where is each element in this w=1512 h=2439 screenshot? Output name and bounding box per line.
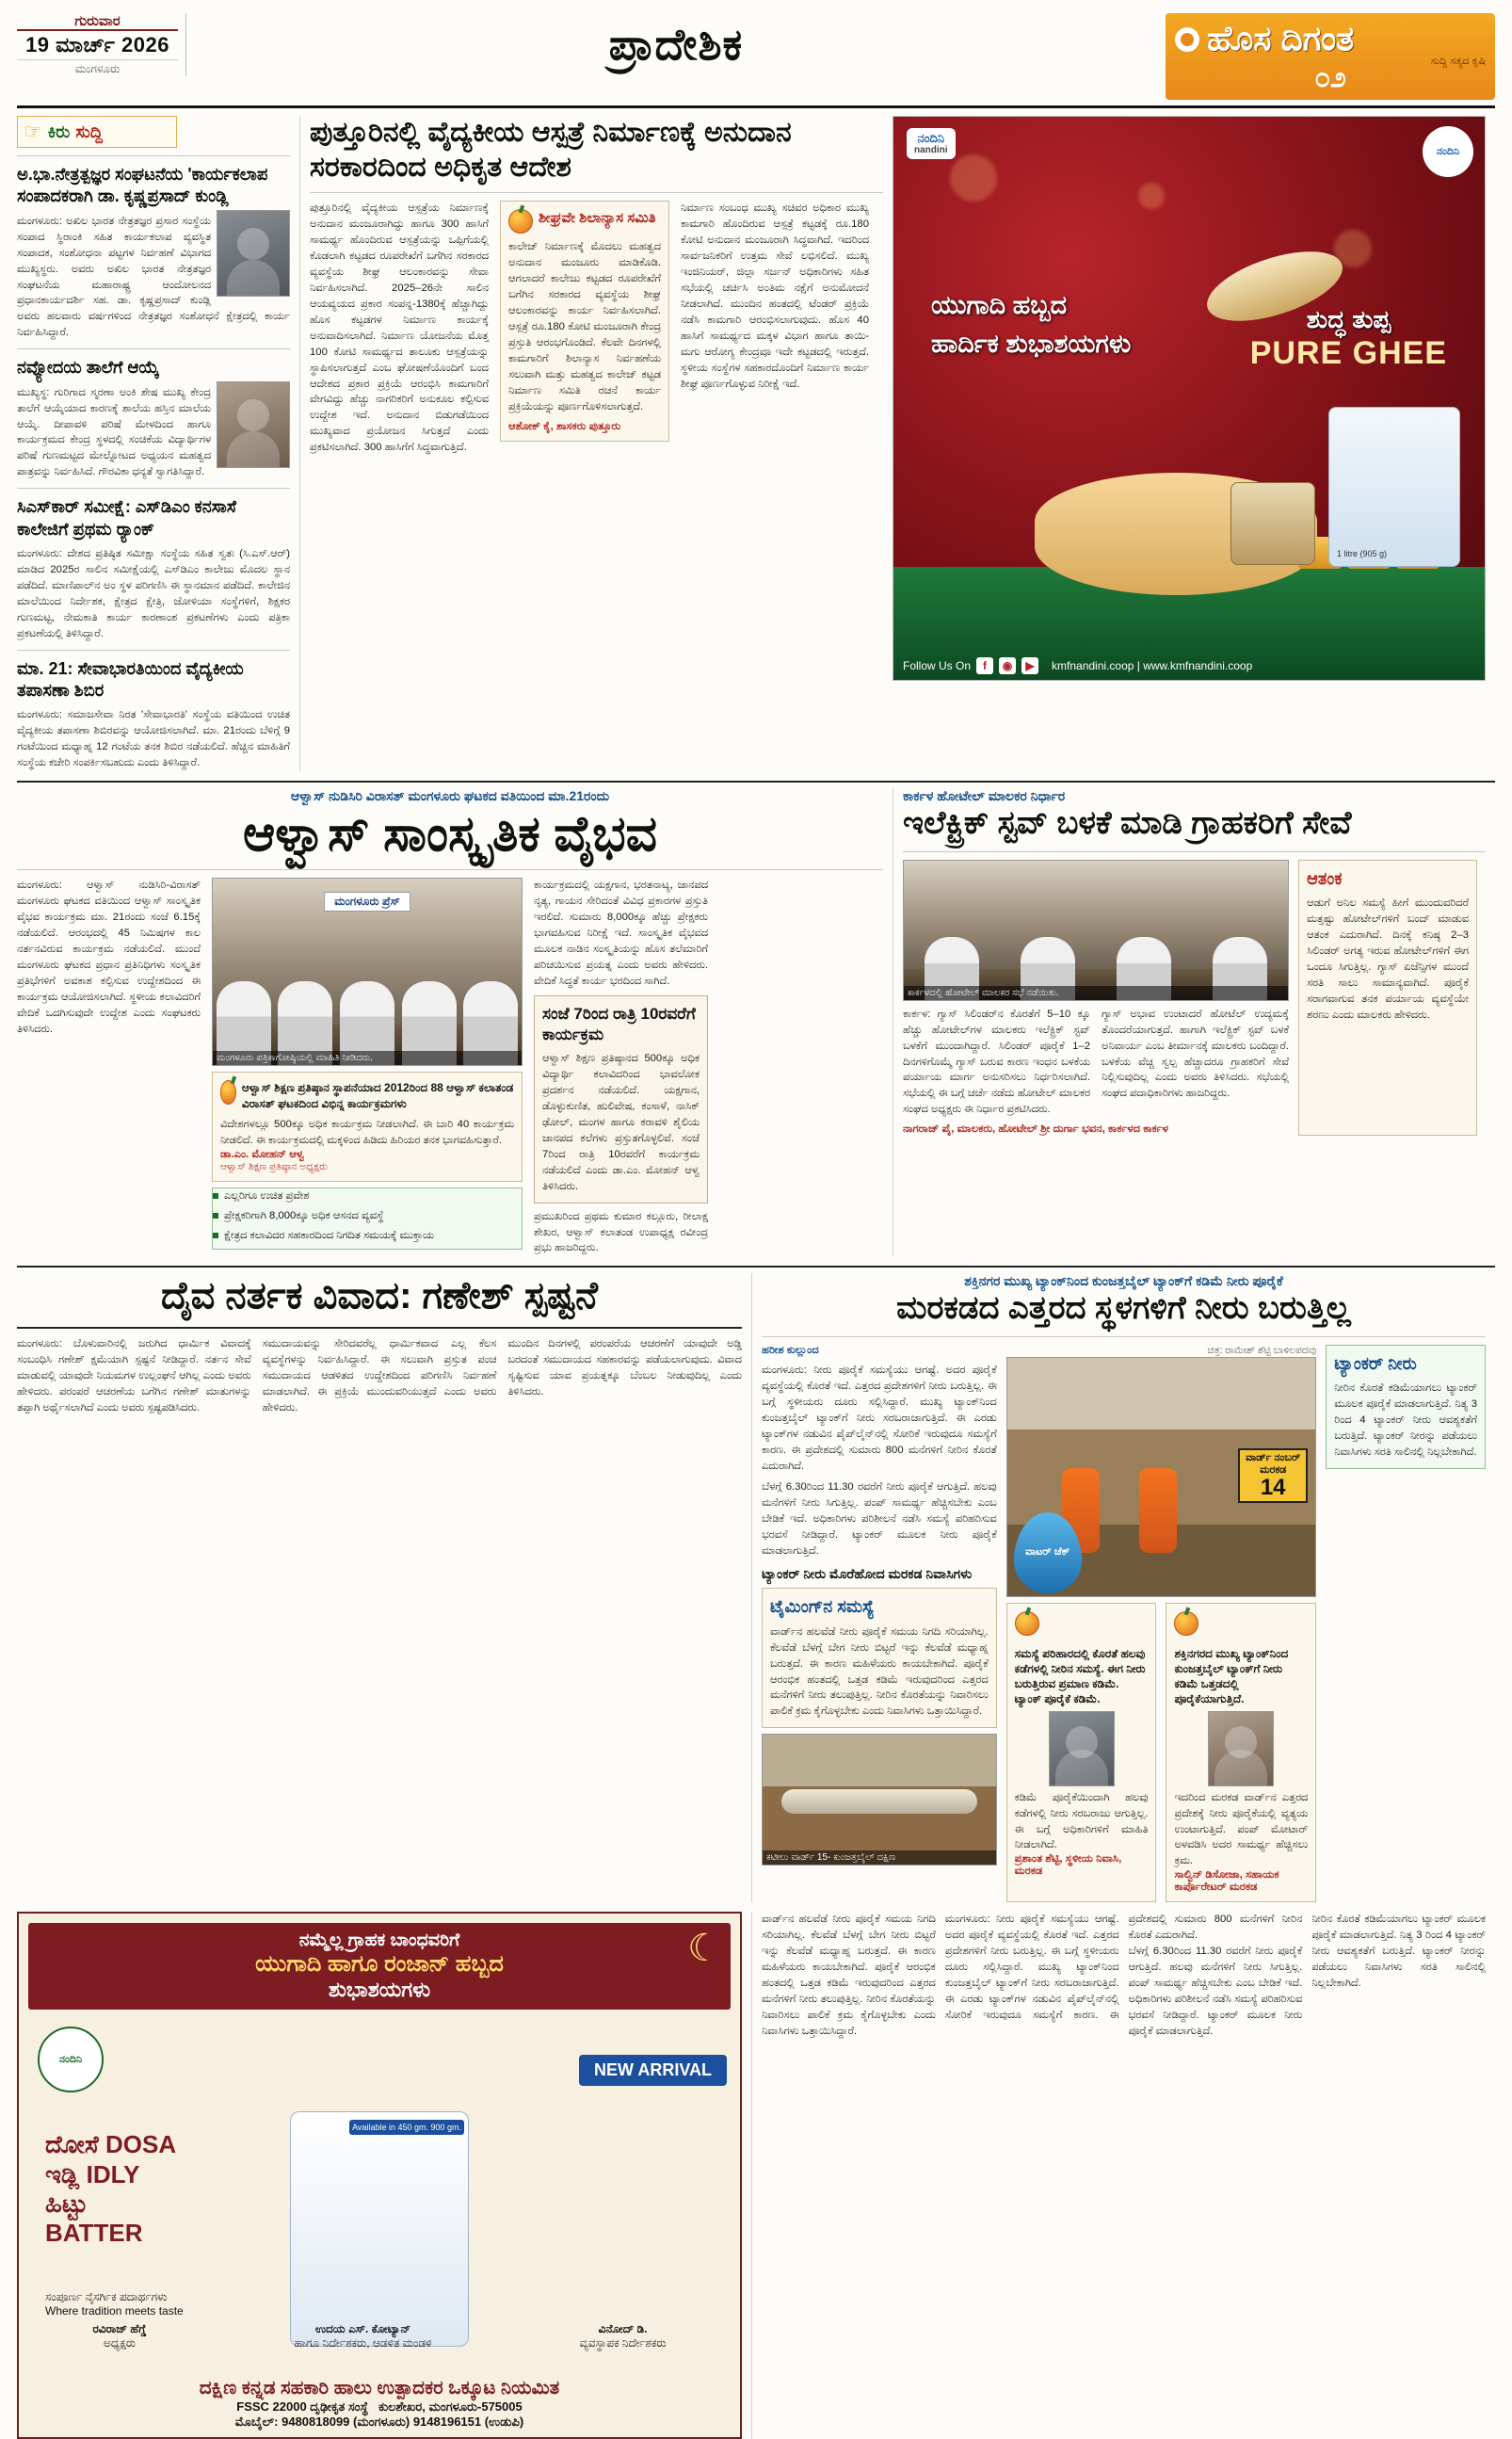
second-row bbox=[17, 781, 1495, 1256]
new-arrival-badge: NEW ARRIVAL bbox=[579, 2055, 727, 2086]
aalwas-quote-role: ಆಳ್ವಾಸ್ ಶಿಕ್ಷಣ ಪ್ರತಿಷ್ಠಾನ ಅಧ್ಯಕ್ಷರು bbox=[220, 1160, 329, 1172]
lead-sub-box bbox=[500, 201, 669, 456]
ward-number-badge bbox=[1238, 1448, 1308, 1503]
facebook-icon[interactable]: f bbox=[976, 657, 993, 674]
ad-product-names bbox=[45, 2130, 186, 2248]
nandini-brand-kn: ನಂದಿನಿ bbox=[58, 2053, 83, 2065]
water-headline: ಮರಕಡದ ಎತ್ತರದ ಸ್ಥಳಗಳಿಗೆ ನೀರು ಬರುತ್ತಿಲ್ಲ bbox=[896, 1290, 1351, 1327]
kirusuddi-headline: ಅ.ಭಾ.ನೇತ್ರತ್ಪಜ್ಞರ ಸಂಘಟನೆಯ 'ಕಾರ್ಯಕಲಾಪ ಸಂಪಾದಕರಾಗಿ ಡಾ. ಕೃಷ್ಣಪ್ರಸಾದ್ ಕುಂಡ್ಲಿ bbox=[17, 165, 268, 206]
photo-caption: ಕಾರ್ಕಳದಲ್ಲಿ ಹೋಟೇಲ್ ಮಾಲಕರ ಸಭೆ ನಡೆಯಿತು. bbox=[904, 986, 1288, 1000]
crescent-moon-icon: ☾ bbox=[687, 1928, 721, 1970]
stove-body-1: ಕಾರ್ಕಳ: ಗ್ಯಾಸ್ ಸಿಲಿಂಡರ್‌ನ ಕೊರತೆಗೆ 5–10 ಕ್ಕೂ ಹೆಚ್ಚು ಹೋಟೇಲ್‌ಗಳ ಮಾಲಕರು ಇಲೆಕ್ಟ್ರಿಕ್ ಸ್ಟವ್ ಬಳಕೆಗೆ ಮುಂದಾಗಿದ್ದಾರೆ. ಸಿಲಿಂಡರ್ ಪೂರೈಕೆ 1–2 ದಿನಗಳಿಗೊಮ್ಮೆ ಗ್ಯಾಸ್ ಬರುವ ಕಾರಣ ಇಂಧನ ಬಳಕೆಯ ಪರ್ಯಾಯ ಮಾರ್ಗ ಅನುಸರಿಸಲು ನಿರ್ಧರಿಸಲಾಗಿದೆ. ಸಭೆಯಲ್ಲಿ ಈ ಬಗ್ಗೆ ಚರ್ಚೆ ನಡೆದು ಹೋಟೇಲ್ ಮಾಲಕರ ಸಂಘದ ಅಧ್ಯಕ್ಷರು ಈ ನಿರ್ಧಾರ ಪ್ರಕಟಿಸಿದರು. bbox=[903, 1008, 1090, 1116]
lead-body-1: ಪುತ್ತೂರಿನಲ್ಲಿ ವೈದ್ಯಕೀಯ ಆಸ್ಪತ್ರೆಯ ನಿರ್ಮಾಣಕ್ಕೆ ಅನುದಾನ ಮಂಜೂರಾಗಿದ್ದು ಹಾಗೂ 300 ಹಾಸಿಗೆ ಸಾಮರ್ಥ್ಯ ಹೊಂದಿರುವ ಆಸ್ಪತ್ರೆಯನ್ನು ಒಪ್ಪಿಗೆಯಲ್ಲಿ ಕೊಡಲಾಗಿ ಕಟ್ಟಡದ ರೂಪರೇಖೆಗೆ ಬಗೆಗಿನ ಸರಕಾರದ ವ್ಯವಸ್ಥೆಯ ಶೀಘ್ರ ಆಲಂಕಾರವನ್ನು ಸೇವಾ ನಿರ್ವಹಿಸಲಾಗಿದೆ. 2025–26ನೇ ಸಾಲಿನ ಆಯವ್ಯಯದ ಪ್ರಕಾರ ಸಂಪನ್ನ-1380ಕ್ಕೆ ಹೆಚ್ಚಾಗಿದ್ದು ಹೊಸ ಕಟ್ಟಡಗಳ ನಿರ್ಮಾಣ ಕಾರ್ಯಕ್ಕೆ ಅನುವಾದಿಸಲಾಗಿದೆ. ನಿರ್ಮಾಣ ಯೋಜನೆಯ ಮೊತ್ತ 100 ಕೋಟಿ ಸಾಮರ್ಥ್ಯದ ತಾಲೂಕು ಆಸ್ಪತ್ರೆಯನ್ನು ಸ್ಥಾಪಿಸಲಾಗುತ್ತದೆ ಎಂಬ ಘೋಷಣೆಯೊಂದಿಗೆ ಬಂದ ಆದೇಶದ ಪ್ರಕಾರ ಪ್ರಕ್ರಿಯೆ ಆರಂಭಿಸಿ ಕಾಮಗಾರಿಗೆ ವೇಗವಿದ್ದು ಹೆಚ್ಚು ನಾಗರಿಕರಿಗೆ ಅನುಕೂಲ ಕಲ್ಪಿಸುವ ಉದ್ದೇಶ ಇದೆ. ಅನುದಾನ ಬಿಡುಗಡೆಯಿಂದ ಮುಖ್ಯವಾದ ಪ್ರಯೋಜನ ಸಿಗುತ್ತದೆ ಎಂದು ಪ್ರಕಟಿಸಲಾಗಿದೆ. 300 ಹಾಸಿಗೆಗೆ ಸಿದ್ಧವಾಗುತ್ತಿದೆ. bbox=[310, 202, 489, 454]
pipeline-photo bbox=[762, 1734, 997, 1866]
ganesh-headline: ದೈವ ನರ್ತಕ ವಿವಾದ: ಗಣೇಶ್ ಸ್ಪಷ್ಟನೆ bbox=[160, 1275, 599, 1317]
masthead bbox=[17, 13, 1495, 108]
signatory-role: ಹಾಗೂ ನಿರ್ದೇಶಕರು, ಆಡಳಿತ ಮಂಡಳಿ bbox=[294, 2336, 432, 2350]
nandini-logo-secondary: ನಂದಿನಿ bbox=[1423, 126, 1473, 177]
ganesh-body bbox=[17, 1336, 742, 1416]
aalwas-body-1: ಮಂಗಳೂರು: ಆಳ್ವಾಸ್ ನುಡಿಸಿರಿ-ವಿರಾಸತ್ ಮಂಗಳೂರು ಘಟಕದ ವತಿಯಿಂದ ಆಳ್ವಾಸ್ ಸಾಂಸ್ಕೃತಿಕ ವೈಭವ ಕಾರ್ಯಕ್ರಮ ಮಾ. 21ರಂದು ಸಂಜೆ 6.15ಕ್ಕೆ ನಡೆಯಲಿದೆ. ಆರಂಭದಲ್ಲಿ 45 ನಿಮಿಷಗಳ ಕಾಲ ನರ್ತನವಿರುವ ಕಾರ್ಯಕ್ರಮ ನಡೆಯಲಿದೆ. ಮುಂದೆ ಮಂಗಳೂರು ಘಟಕದ ಪ್ರಧಾನ ಪ್ರತಿನಿಧಿಗಳು ಸಂಸ್ಕೃತಿಕ ಪ್ರತಿಭೆಗಳಿಗೆ ಅವಕಾಶ ಕಲ್ಪಿಸುವ ಉದ್ದೇಶದಿಂದ ಈ ಕಾರ್ಯಕ್ರಮ ಆಯೋಜಿಸಲಾಗಿದೆ. ಸ್ಥಳೀಯ ಕಲಾವಿದರಿಗೆ ವೇದಿಕೆ ಒದಗಿಸುವುದೇ ಉದ್ದೇಶ ಎಂದು ಸಂಘಟಕರು ತಿಳಿಸಿದರು. bbox=[17, 880, 201, 1035]
aalwas-quote-body: ವಿದೇಶಗಳಲ್ಲೂ 500ಕ್ಕೂ ಅಧಿಕ ಕಾರ್ಯಕ್ರಮ ನೀಡಲಾಗಿದೆ. ಈ ಬಾರಿ 40 ಕಾರ್ಯಕ್ರಮ ನೀಡಲಿದೆ. ಈ ಕಾರ್ಯಕ್ರಮದಲ್ಲಿ ಮಕ್ಕಳಿಂದ ಹಿಡಿದು ಹಿರಿಯರ ತನಕ ಭಾಗವಹಿಸುತ್ತಾರೆ. bbox=[220, 1118, 514, 1146]
stove-side-box bbox=[1298, 860, 1477, 1137]
nandini-cow-logo bbox=[38, 2027, 104, 2092]
lead-body-wrap bbox=[310, 201, 883, 456]
lead-headline: ಪುತ್ತೂರಿನಲ್ಲಿ ವೈದ್ಯಕೀಯ ಆಸ್ಪತ್ರೆ ನಿರ್ಮಾಣಕ್ಕೆ ಅನುದಾನ ಸರಕಾರದಿಂದ ಅಧಿಕೃತ ಆದೇಶ bbox=[310, 117, 792, 183]
water-quote-2 bbox=[1166, 1603, 1316, 1902]
pipe-shape bbox=[781, 1789, 977, 1814]
masthead-city: ಮಂಗಳೂರು bbox=[74, 62, 121, 75]
water-quote-2-name: ಸಾಲ್ವಿನ್ ಡಿಸೋಜಾ, ಸಹಾಯಕ ಕಾರ್ಪೊರೇಟರ್ ಮರಕಡ bbox=[1174, 1869, 1279, 1894]
signatory bbox=[580, 2322, 667, 2350]
product-name-kn-1: ದೋಸೆ bbox=[45, 2130, 99, 2159]
stove-body-columns bbox=[903, 1007, 1289, 1119]
advertisement-ghee[interactable] bbox=[893, 116, 1486, 771]
kirusuddi-item bbox=[17, 496, 290, 641]
aalwas-bullet-list bbox=[212, 1187, 523, 1250]
stove-body-2: ಗ್ಯಾಸ್ ಅಭಾವ ಉಂಟಾದರೆ ಹೋಟೆಲ್ ಉದ್ಯಮಕ್ಕೆ ತೊಂದರೆಯಾಗುತ್ತದೆ. ಹಾಗಾಗಿ ಇಲೆಕ್ಟ್ರಿಕ್ ಸ್ಟವ್ ಬಳಕೆ ಅನಿವಾರ್ಯ ಎಂಬ ತೀರ್ಮಾನಕ್ಕೆ ಮಾಲಕರು ಬಂದಿದ್ದಾರೆ. ಬಳಕೆಯ ವೆಚ್ಚ ಸ್ವಲ್ಪ ಹೆಚ್ಚಾದರೂ ಗ್ರಾಹಕರಿಗೆ ಸೇವೆ ನಿಲ್ಲಿಸುವುದಿಲ್ಲ ಎಂದು ಅವರು ತಿಳಿಸಿದರು. ಸಭೆಯಲ್ಲಿ ಸಂಘದ ಪದಾಧಿಕಾರಿಗಳು ಹಾಜರಿದ್ದರು. bbox=[1102, 1008, 1289, 1100]
pack-size-label: Available in 450 gm. 900 gm. bbox=[349, 2120, 464, 2135]
ad-greeting-line-3: ಶುಭಾಶಯಗಳು bbox=[328, 1978, 431, 2002]
stove-content bbox=[903, 860, 1486, 1137]
aalwas-quote-name: ಡಾ.ಎಂ. ಮೋಹನ್ ಆಳ್ವ bbox=[220, 1148, 305, 1160]
kirusuddi-body: ಮಂಗಳೂರು: ದೇಶದ ಪ್ರತಿಷ್ಠಿತ ಸಮೀಕ್ಷಾ ಸಂಸ್ಥೆಯ ಸಹಿತ ಸ್ವತಃ (ಸಿ.ಎಸ್.ಆರ್) ಮಾಡಿದ 2025ರ ಸಾಲಿನ ಸಮೀಕ್ಷೆಯಲ್ಲಿ ಎಸ್‌ಡಿಎಂ ಕಾಲೇಜು ಮೊದಲ ಸ್ಥಾನ ಪಡೆದಿದೆ. ಮಾಣಿಪಾಲ್‌ನ ಅಂ ಸ್ಥಳ ಪರಿಗಣಿಸಿ ಈ ಸ್ಥಾನಮಾನ ಪಡೆದಿದೆ. ಕಾಲೇಜಿನ ಮಾಲೆಯಿಂದ ನಿರ್ದೇಶಕ, ಕ್ಷೇತ್ರದ ಕ್ಷೇತ್ರಿ, ಜೋಳಿಯಾ ಸಂಸ್ಥೆಗಳಿಗೆ, ಶಿಕ್ಷಕರ ಗುಣಮಟ್ಟ, ನೇಮಕಾತಿ ಕಾರ್ಯ ಕಾರಣಾಂಶ ಪ್ರಕಟಣೆಗಳು ಎಂದು ಪತ್ರಿಕಾ ಪ್ರಕಟಣೆಯಲ್ಲಿ ತಿಳಿಸಿದ್ದಾರೆ. bbox=[17, 548, 290, 639]
ad-product-title-en: PURE GHEE bbox=[1249, 335, 1447, 371]
aalwas-side-box-body: ಆಳ್ವಾಸ್ ಶಿಕ್ಷಣ ಪ್ರತಿಷ್ಠಾನದ 500ಕ್ಕೂ ಅಧಿಕ ವಿದ್ಯಾರ್ಥಿ ಕಲಾವಿದರಿಂದ ಭಾವಲೋಕ ಪ್ರದರ್ಶನ ನಡೆಯಲಿದೆ. ಯಕ್ಷಗಾನ, ಡೊಳ್ಳುಕುಣಿತ, ಹುಲಿವೇಷ, ಕಂಸಾಳೆ, ನಾಸಿಕ್ ಢೋಲ್, ಮಂಗಳ ಹಾಗೂ ಕರಾವಳಿ ಶೈಲಿಯ ಜಾನಪದ ಕಲೆಗಳು ಪ್ರಸ್ತುತಗೊಳ್ಳಲಿವೆ. ಸಂಜೆ 7ರಿಂದ ರಾತ್ರಿ 10ರವರೆಗೆ ಕಾರ್ಯಕ್ರಮ ನಡೆಯಲಿದೆ ಎಂದು ಡಾ.ಎಂ. ಮೋಹನ್ ಆಳ್ವ ತಿಳಿಸಿದರು. bbox=[542, 1053, 700, 1192]
kirusuddi-item bbox=[17, 357, 290, 480]
water-quote-2-head: ಶಕ್ತಿನಗರದ ಮುಖ್ಯ ಟ್ಯಾಂಕ್‌ನಿಂದ ಕುಂಜತ್ತಬೈಲ್ ಟ್ಯಾಂಕ್‌ಗೆ ನೀರು ಕಡಿಮೆ ಒತ್ತಡದಲ್ಲಿ ಪೂರೈಕೆಯಾಗುತ್ತಿದೆ. bbox=[1174, 1646, 1289, 1706]
ad-greeting-line-1: ನಮ್ಮೆಲ್ಲ ಗ್ರಾಹಕ ಬಾಂಧವರಿಗೆ bbox=[298, 1930, 460, 1951]
water-story bbox=[751, 1273, 1486, 1902]
kirusuddi-item bbox=[17, 164, 290, 341]
masthead-date-block bbox=[17, 13, 186, 76]
list-item: ಪ್ರೇಕ್ಷಕರಿಗಾಗಿ 8,000ಕ್ಕೂ ಅಧಿಕ ಆಸನದ ವ್ಯವಸ್ಥೆ bbox=[213, 1208, 522, 1223]
ad-wish-line-1: ಯುಗಾದಿ ಹಬ್ಬದ bbox=[931, 291, 1068, 319]
ad-mobile[interactable]: ಮೊಬೈಲ್: 9480818099 (ಮಂಗಳೂರು) 9148196151 (ಉಡುಪಿ) bbox=[234, 2415, 524, 2430]
ad-greeting-block bbox=[28, 1923, 731, 2010]
portrait-photo bbox=[217, 210, 290, 297]
bokeh-decoration bbox=[1138, 183, 1165, 209]
product-name-kn-3: ಹಿಟ್ಟು bbox=[45, 2189, 88, 2218]
photo-people bbox=[213, 958, 522, 1066]
stove-quote-name: ನಾಗರಾಜ್ ಪೈ, ಮಾಲಕರು, ಹೋಟೇಲ್ ಶ್ರೀ ದುರ್ಗಾ ಭವನ, ಕಾರ್ಕಳದ ಕಾರ್ಕಳ bbox=[903, 1123, 1168, 1136]
mango-bullet-icon bbox=[220, 1080, 236, 1105]
ad-wish-text bbox=[931, 286, 1131, 363]
ganesh-body-2: ಸಮುದಾಯವನ್ನು ಸೇರಿದವರೆಲ್ಲ ಧಾರ್ಮಿಕವಾದ ಎಲ್ಲ ಕೆಲಸ ವ್ಯವಸ್ಥೆಗಳನ್ನು ನಿರ್ವಹಿಸಿದ್ದಾರೆ. ಈ ಸಲುವಾಗಿ ಪ್ರಸ್ತುತ ಪಂಚ ಸಮುದಾಯದ ಆಡಳಿತದ ಉದ್ದೇಶದಿಂದ ಪರಿಗಣಿಸಿ ನಿರ್ವಹಣೆ ಮಾಡಲಾಗಿದೆ. ಈ ಪ್ರಕ್ರಿಯೆ ಮುಂದುವರಿಯುತ್ತದೆ ಎಂದು ಅವರು ಹೇಳಿದರು. bbox=[262, 1338, 497, 1413]
photo-credit: ಚಿತ್ರ: ರಾಮೇಶ್ ಶೆಟ್ಟಿ ಬಾಳಿಲಪದವು bbox=[1207, 1344, 1317, 1356]
third-row bbox=[17, 1266, 1495, 1902]
signatory-role: ವ್ಯವಸ್ಥಾಪಕ ನಿರ್ದೇಶಕರು bbox=[579, 2336, 667, 2350]
bokeh-decoration bbox=[950, 154, 997, 202]
bottom-row bbox=[17, 1912, 1495, 2439]
kirusuddi-headline: ನವ್ಯೋದಯ ತಾಲೆಗೆ ಆಯ್ಕೆ bbox=[17, 358, 160, 378]
signatory-role: ಅಧ್ಯಕ್ಷರು bbox=[104, 2336, 136, 2350]
water-overflow-1: ವಾರ್ಡ್‌ನ ಹಲವೆಡೆ ನೀರು ಪೂರೈಕೆ ಸಮಯ ನಿಗದಿ ಸರಿಯಾಗಿಲ್ಲ. ಕೆಲವೆಡೆ ಬೆಳಗ್ಗೆ ಬೇಗ ನೀರು ಬಿಟ್ಟರೆ ಇನ್ನು ಕೆಲವೆಡೆ ಮಧ್ಯಾಹ್ನ ಬರುತ್ತದೆ. ಈ ಕಾರಣ ಮಹಿಳೆಯರು ಕಾಯಬೇಕಾಗಿದೆ. ಪೂರೈಕೆ ಆರಂಭಿಕ ಹಂತದಲ್ಲಿ ಒತ್ತಡ ಕಡಿಮೆ ಇರುವುದರಿಂದ ಎತ್ತರದ ಮನೆಗಳಿಗೆ ನೀರು ತಲುಪುತ್ತಿಲ್ಲ. ನೀರಿನ ಕೊರತೆಯನ್ನು ನಿವಾರಿಸಲು ಪಾಲಿಕೆ ಕ್ರಮ ಕೈಗೊಳ್ಳಬೇಕು ಎಂದು ನಿವಾಸಿಗಳು ಒತ್ತಾಯಿಸಿದ್ದಾರೆ. bbox=[762, 1914, 936, 2037]
product-name-kn-2: ಇಡ್ಲಿ bbox=[45, 2159, 80, 2189]
ward-badge-label: ವಾರ್ಡ್ ನಂಬರ್ bbox=[1246, 1451, 1301, 1463]
water-content bbox=[762, 1345, 1486, 1902]
ghee-pack-image bbox=[1328, 407, 1460, 567]
stove-side-box-head: ಆತಂಕ bbox=[1307, 868, 1343, 888]
aalwas-quote-head: ಆಳ್ವಾಸ್ ಶಿಕ್ಷಣ ಪ್ರತಿಷ್ಠಾನ ಸ್ಥಾಪನೆಯಾದ 2012ರಿಂದ 88 ಆಳ್ವಾಸ್ ಕಲಾತಂಡ ವಿರಾಸತ್ ಘಟಕದಿಂದ ವಿಭಿನ್ನ ಕಾರ್ಯಕ್ರಮಗಳು bbox=[241, 1081, 514, 1110]
kirusuddi-item bbox=[17, 658, 290, 772]
kirusuddi-badge-label-1: ಕಿರು bbox=[47, 121, 71, 141]
ad-product-title-kn: ಶುದ್ಧ ತುಪ್ಪ bbox=[1306, 305, 1391, 333]
photo-caption: ಮಂಗಳೂರು ಪತ್ರಿಕಾಗೋಷ್ಠಿಯಲ್ಲಿ ಮಾಹಿತಿ ನೀಡಿದರು. bbox=[213, 1051, 522, 1065]
aalwas-side-box-head: ಸಂಜೆ 7ರಿಂದ ರಾತ್ರಿ 10ರವರೆಗೆ ಕಾರ್ಯಕ್ರಮ bbox=[542, 1004, 696, 1044]
advertisement-batter[interactable] bbox=[17, 1912, 742, 2439]
masthead-day: ಗುರುವಾರ bbox=[74, 13, 121, 29]
ganesh-story bbox=[17, 1273, 742, 1902]
aalwas-center bbox=[212, 878, 523, 1256]
water-check-label: ವಾಟರ್ ಚೆಕ್ bbox=[1025, 1546, 1070, 1559]
water-timing-body: ವಾರ್ಡ್‌ನ ಹಲವೆಡೆ ನೀರು ಪೂರೈಕೆ ಸಮಯ ನಿಗದಿ ಸರಿಯಾಗಿಲ್ಲ. ಕೆಲವೆಡೆ ಬೆಳಗ್ಗೆ ಬೇಗ ನೀರು ಬಿಟ್ಟರೆ ಇನ್ನು ಕೆಲವೆಡೆ ಮಧ್ಯಾಹ್ನ ಬರುತ್ತದೆ. ಈ ಕಾರಣ ಮಹಿಳೆಯರು ಕಾಯಬೇಕಾಗಿದೆ. ಪೂರೈಕೆ ಆರಂಭಿಕ ಹಂತದಲ್ಲಿ ಒತ್ತಡ ಕಡಿಮೆ ಇರುವುದರಿಂದ ಎತ್ತರದ ಮನೆಗಳಿಗೆ ನೀರು ತಲುಪುತ್ತಿಲ್ಲ. ನೀರಿನ ಕೊರತೆಯನ್ನು ನಿವಾರಿಸಲು ಪಾಲಿಕೆ ಕ್ರಮ ಕೈಗೊಳ್ಳಬೇಕು ಎಂದು ನಿವಾಸಿಗಳು ಒತ್ತಾಯಿಸಿದ್ದಾರೆ. bbox=[770, 1625, 989, 1718]
list-item: ಸಂಪೂರ್ಣ ನೈಸರ್ಗಿಕ ಪದಾರ್ಥಗಳು bbox=[45, 2290, 168, 2304]
pointing-hand-icon: ☞ bbox=[24, 120, 42, 143]
water-quote-1-name: ಪ್ರಶಾಂತ ಶೆಟ್ಟಿ, ಸ್ಥಳೀಯ ನಿವಾಸಿ, ಮರಕಡ bbox=[1014, 1853, 1122, 1878]
water-subhead: ಟ್ಯಾಂಕರ್ ನೀರು ಮೊರೆಹೋದ ಮರಕಡ ನಿವಾಸಿಗಳು bbox=[762, 1566, 973, 1582]
product-name-en-3: BATTER bbox=[45, 2218, 143, 2247]
ad-website[interactable]: kmfnandini.coop | www.kmfnandini.coop bbox=[1052, 659, 1253, 672]
water-quotes bbox=[1006, 1603, 1317, 1902]
mango-bullet-icon bbox=[508, 209, 533, 234]
press-conference-photo bbox=[212, 878, 523, 1066]
aalwas-quote-box bbox=[212, 1072, 523, 1181]
bottom-right-filler bbox=[751, 1912, 1486, 2439]
kirusuddi-badge bbox=[17, 116, 177, 148]
ad-address: ಕುಲಶೇಖರ, ಮಂಗಳೂರು-575005 bbox=[378, 2399, 523, 2415]
portrait-photo bbox=[1049, 1711, 1115, 1786]
pack-size-label: 1 litre (905 g) bbox=[1337, 549, 1388, 558]
logo-dot-icon bbox=[1175, 27, 1199, 52]
ad-wish-line-2: ಹಾರ್ದಿಕ ಶುಭಾಶಯಗಳು bbox=[931, 329, 1132, 358]
signatory bbox=[294, 2322, 431, 2350]
ad-social-row[interactable] bbox=[903, 657, 1252, 674]
signatory-name: ವಿನೋದ್ ಡಿ. bbox=[598, 2322, 648, 2336]
water-overflow-4: ನೀರಿನ ಕೊರತೆ ಕಡಿಮೆಯಾಗಲು ಟ್ಯಾಂಕರ್ ಮೂಲಕ ಪೂರೈಕೆ ಮಾಡಲಾಗುತ್ತಿದೆ. ನಿತ್ಯ 3 ರಿಂದ 4 ಟ್ಯಾಂಕರ್ ನೀರು ಆವಶ್ಯಕತೆಗೆ ಬರುತ್ತಿದೆ. ಟ್ಯಾಂಕರ್ ನೀರನ್ನು ಪಡೆಯಲು ನಿವಾಸಿಗಳು ಸರತಿ ಸಾಲಿನಲ್ಲಿ ನಿಲ್ಲಬೇಕಾಗಿದೆ. bbox=[1311, 1914, 1486, 1990]
masthead-date: 19 ಮಾರ್ಚ್ 2026 bbox=[17, 29, 178, 60]
lead-col-2 bbox=[681, 201, 869, 456]
stove-story bbox=[893, 788, 1486, 1256]
photo-caption: ಕಟೀಲು ವಾರ್ಡ್ 15- ಕುಂಜತ್ತಬೈಲ್ ದಕ್ಷಿಣ bbox=[763, 1850, 996, 1865]
nandini-logo-kn: ನಂದಿನಿ bbox=[917, 131, 945, 145]
brand-name: ಹೊಸ ದಿಗಂತ bbox=[1207, 19, 1355, 57]
water-left bbox=[762, 1345, 997, 1902]
water-quote-1-body: ಕಡಿಮೆ ಪೂರೈಕೆಯಿಂದಾಗಿ ಹಲವು ಕಡೆಗಳಲ್ಲಿ ನೀರು ಸರಬರಾಜು ಆಗುತ್ತಿಲ್ಲ. ಈ ಬಗ್ಗೆ ಅಧಿಕಾರಿಗಳಿಗೆ ಮಾಹಿತಿ ನೀಡಲಾಗಿದೆ. bbox=[1014, 1791, 1149, 1851]
ad-footer bbox=[19, 2378, 740, 2430]
kirusuddi-headline: ಮಾ. 21: ಸೇವಾಭಾರತಿಯಿಂದ ವೈದ್ಯಕೀಯ ತಪಾಸಣಾ ಶಿಬಿರ bbox=[17, 658, 244, 701]
brand-wordmark bbox=[1175, 19, 1486, 59]
kirusuddi-headline: ಸಿಎಸ್‌ಕಾರ್ ಸಮೀಕ್ಷೆ: ಎಸ್‌ಡಿಎಂ ಕನಸಾಸೆ ಕಾಲೇಜಿಗೆ ಪ್ರಥಮ ರ‍್ಯಾಂಕ್ bbox=[17, 497, 236, 539]
ghee-tin-image bbox=[1231, 482, 1315, 565]
water-overflow-3: ಬೆಳಗ್ಗೆ 6.30ರಿಂದ 11.30 ರವರೆಗೆ ನೀರು ಪೂರೈಕೆ ಆಗುತ್ತಿದೆ. ಹಲವು ಮನೆಗಳಿಗೆ ನೀರು ಸಿಗುತ್ತಿಲ್ಲ. ಪಂಪ್ ಸಾಮರ್ಥ್ಯ ಹೆಚ್ಚಿಸಬೇಕು ಎಂಬ ಬೇಡಿಕೆ ಇದೆ. ಅಧಿಕಾರಿಗಳು ಪರಿಶೀಲನೆ ನಡೆಸಿ ಸಮಸ್ಯೆ ಪರಿಹರಿಸುವ ಭರವಸೆ ನೀಡಿದ್ದಾರೆ. ಟ್ಯಾಂಕರ್ ಮೂಲಕ ನೀರು ಪೂರೈಕೆ ಮಾಡಲಾಗುತ್ತಿದೆ. bbox=[1128, 1946, 1303, 2037]
youtube-icon[interactable]: ▶ bbox=[1021, 657, 1038, 674]
ad-bullet-list bbox=[45, 2290, 184, 2318]
tanker-box bbox=[1326, 1345, 1486, 1469]
nandini-logo bbox=[907, 128, 956, 159]
aalwas-content bbox=[17, 878, 883, 1256]
water-timing-head: ಟೈಮಿಂಗ್‌ನ ಸಮಸ್ಯೆ bbox=[770, 1597, 875, 1617]
water-body-2: ಬೆಳಗ್ಗೆ 6.30ರಿಂದ 11.30 ರವರೆಗೆ ನೀರು ಪೂರೈಕೆ ಆಗುತ್ತಿದೆ. ಹಲವು ಮನೆಗಳಿಗೆ ನೀರು ಸಿಗುತ್ತಿಲ್ಲ. ಪಂಪ್ ಸಾಮರ್ಥ್ಯ ಹೆಚ್ಚಿಸಬೇಕು ಎಂಬ ಬೇಡಿಕೆ ಇದೆ. ಅಧಿಕಾರಿಗಳು ಪರಿಶೀಲನೆ ನಡೆಸಿ ಸಮಸ್ಯೆ ಪರಿಹರಿಸುವ ಭರವಸೆ ನೀಡಿದ್ದಾರೆ. ಟ್ಯಾಂಕರ್ ಮೂಲಕ ನೀರು ಪೂರೈಕೆ ಮಾಡಲಾಗುತ್ತಿದೆ. bbox=[762, 1481, 997, 1558]
kirusuddi-body: ಮಂಗಳೂರು: ಸಮಾಜಸೇವಾ ನಿರತ 'ಸೇವಾಭಾರತಿ' ಸಂಸ್ಥೆಯ ವತಿಯಿಂದ ಉಚಿತ ವೈದ್ಯಕೀಯ ತಪಾಸಣಾ ಶಿಬಿರವನ್ನು ಆಯೋಜಿಸಲಾಗಿದೆ. ಮಾ. 21ರಂದು ಬೆಳಿಗ್ಗೆ 9 ಗಂಟೆಯಿಂದ ಮಧ್ಯಾಹ್ನ 12 ಗಂಟೆಯ ತನಕ ಶಿಬಿರ ನಡೆಯಲಿದೆ. ಹೆಚ್ಚಿನ ಮಾಹಿತಿಗೆ ಸಂಸ್ಥೆಯ ಕಚೇರಿ ಸಂಪರ್ಕಿಸಬಹುದು ಎಂದು ತಿಳಿಸಿದ್ದಾರೆ. bbox=[17, 709, 290, 769]
nandini-logo-en: nandini bbox=[914, 145, 948, 156]
portrait-photo bbox=[1208, 1711, 1274, 1786]
water-quote-1 bbox=[1006, 1603, 1157, 1902]
ward-badge-name: ಮರಕಡ bbox=[1260, 1463, 1287, 1476]
product-name-en-1: DOSA bbox=[105, 2130, 177, 2159]
ward-badge-number: 14 bbox=[1260, 1474, 1286, 1500]
water-quote-2-body: ಇದರಿಂದ ಮರಕಡ ವಾರ್ಡ್‌ನ ಎತ್ತರದ ಪ್ರದೇಶಕ್ಕೆ ನೀರು ಪೂರೈಕೆಯಲ್ಲಿ ವ್ಯತ್ಯಯ ಉಂಟಾಗುತ್ತಿದೆ. ಪಂಪ್‌ ಮೋಟಾರ್ ಅಳವಡಿಸಿ ಅದರ ಸಾಮರ್ಥ್ಯ ಹೆಚ್ಚಿಸಲು ಕ್ರಮ. bbox=[1174, 1791, 1309, 1867]
lead-sub-box-body: ಕಾಲೇಜ್ ನಿರ್ಮಾಣಕ್ಕೆ ಮೊದಲು ಮಹತ್ವದ ಅನುದಾನ ಮಂಜೂರು ಮಾಡಿಕೊಡಿ. ಆಗಲಾದರೆ ಕಾಲೇಜು ಕಟ್ಟಡದ ರೂಪರೇಖೆಗೆ ಬಗೆಗಿನ ಸರಕಾರದ ವ್ಯವಸ್ಥೆಯ ಶೀಘ್ರ ಆಲಂಕಾರವನ್ನು ಕಾರ್ಯ ನಿರ್ವಹಿಸಲಾಗಿದೆ. ಆಸ್ಪತ್ರೆ ರೂ.180 ಕೋಟಿ ಮಂಜೂರಾಗಿ ಕೇಂದ್ರ ಪ್ರಸ್ತುತಿ ಆರಂಭಗೊಂಡಿದೆ. ಕೆಲವೇ ದಿನಗಳಲ್ಲಿ ಕಾಮಗಾರಿಗೆ ಶಿಲಾನ್ಯಾಸ ನಿರ್ವಹಣೆಯ ಸಲುವಾಗಿ ಮತ್ತು ಮಹತ್ವದ ಕಾಲೇಜ್ ಕಟ್ಟಡ ನಿರ್ಮಾಣ ಸಮಿತಿ ರಚನೆ ಕಾರ್ಯ ಪ್ರಕ್ರಿಯೆಯನ್ನು ಪೂರ್ಣಗೊಳಿಸಲಾಗುತ್ತದೆ. bbox=[508, 241, 661, 412]
aalwas-kicker: ಆಳ್ವಾಸ್ ನುಡಿಸಿರಿ ವಿರಾಸತ್ ಮಂಗಳೂರು ಘಟಕದ ವತಿಯಿಂದ ಮಾ.21ರಂದು bbox=[290, 788, 610, 804]
ad-company-name: ದಕ್ಷಿಣ ಕನ್ನಡ ಸಹಕಾರಿ ಹಾಲು ಉತ್ಪಾದಕರ ಒಕ್ಕೂಟ ನಿಯಮಿತ bbox=[199, 2378, 560, 2399]
tanker-box-head: ಟ್ಯಾಂಕರ್ ನೀರು bbox=[1334, 1353, 1417, 1373]
water-timing-box bbox=[762, 1588, 997, 1728]
water-center bbox=[1006, 1345, 1317, 1902]
ad-product-title bbox=[1250, 305, 1447, 372]
ganesh-body-1: ಮಂಗಳೂರು: ಬೊಳುವಾರಿನಲ್ಲಿ ಜರುಗಿದ ಧಾರ್ಮಿಕ ವಿವಾದಕ್ಕೆ ಸಂಬಂಧಿಸಿ ಗಣೇಶ್ ಕ್ಷಮೆಯಾಗಿ ಸ್ಪಷ್ಟನೆ ನೀಡಿದ್ದಾರೆ. ನರ್ತನ ಸೇವೆ ಮಾಡುವಲ್ಲಿ ಯಾವುದೇ ನಿಯಮಗಳ ಉಲ್ಲಂಘನೆ ಆಗಿಲ್ಲ ಎಂದು ಅವರು ಹೇಳಿದರು. ಪರಂಪರೆ ಆಚರಣೆಯ ಬಗೆಗಿನ ಗಣೇಶ್ ಮಾತುಗಳನ್ನು ತಪ್ಪಾಗಿ ಅರ್ಥೈಸಲಾಗಿದೆ ಎಂದು ಅವರು ಸ್ಪಷ್ಟಪಡಿಸಿದರು. bbox=[17, 1338, 251, 1413]
tanker-box-body: ನೀರಿನ ಕೊರತೆ ಕಡಿಮೆಯಾಗಲು ಟ್ಯಾಂಕರ್ ಮೂಲಕ ಪೂರೈಕೆ ಮಾಡಲಾಗುತ್ತಿದೆ. ನಿತ್ಯ 3 ರಿಂದ 4 ಟ್ಯಾಂಕರ್ ನೀರು ಆವಶ್ಯಕತೆಗೆ ಬರುತ್ತಿದೆ. ಟ್ಯಾಂಕರ್ ನೀರನ್ನು ಪಡೆಯಲು ನಿವಾಸಿಗಳು ಸರತಿ ಸಾಲಿನಲ್ಲಿ ನಿಲ್ಲಬೇಕಾಗಿದೆ. bbox=[1334, 1382, 1477, 1459]
water-drop-icon bbox=[1014, 1512, 1082, 1593]
brand-tagline: ಸುದ್ದಿ ಸತ್ಯದ ಕೃಷಿ bbox=[1430, 56, 1486, 67]
list-item: Where tradition meets taste bbox=[45, 2304, 184, 2318]
water-kicker: ಶಕ್ತಿನಗರ ಮುಖ್ಯ ಟ್ಯಾಂಕ್‌ನಿಂದ ಕುಂಜತ್ತಬೈಲ್ ಟ್ಯಾಂಕ್‌ಗೆ ಕಡಿಮೆ ನೀರು ಪೂರೈಕೆ bbox=[964, 1273, 1283, 1289]
aalwas-col-1 bbox=[17, 878, 201, 1256]
mango-bullet-icon bbox=[1015, 1611, 1039, 1636]
hotel-owners-meeting-photo bbox=[903, 860, 1289, 1001]
portrait-photo bbox=[217, 381, 290, 468]
ganesh-body-3: ಮುಂದಿನ ದಿನಗಳಲ್ಲಿ ಪರಂಪರೆಯ ಆಚರಣೆಗೆ ಯಾವುದೇ ಅಡ್ಡಿ ಬರದಂತೆ ಸಮುದಾಯದ ಸಹಕಾರವನ್ನು ಪಡೆಯಲಾಗುವುದು. ವಿವಾದ ಸೃಷ್ಟಿಸುವ ಯಾವ ಪ್ರಯತ್ನಕ್ಕೂ ಬೆಂಬಲ ನೀಡುವುದಿಲ್ಲ ಎಂದು ತಿಳಿಸಿದರು. bbox=[507, 1338, 742, 1398]
lead-sub-box-head: ಶೀಘ್ರವೇ ಶಿಲಾನ್ಯಾಸ ಸಮಿತಿ bbox=[539, 210, 656, 227]
water-overflow-2: ಮಂಗಳೂರು: ನೀರು ಪೂರೈಕೆ ಸಮಸ್ಯೆಯು ಆಗಷ್ಟೆ. ಅದರ ಪೂರೈಕೆ ವ್ಯವಸ್ಥೆಯಲ್ಲಿ ಕೊರತೆ ಇದೆ. ಎತ್ತರದ ಪ್ರದೇಶಗಳಿಗೆ ನೀರು ಬರುತ್ತಿಲ್ಲ. ಈ ಬಗ್ಗೆ ಸ್ಥಳೀಯರು ದೂರು ಸಲ್ಲಿಸಿದ್ದಾರೆ. ಮುಖ್ಯ ಟ್ಯಾಂಕ್‌ನಿಂದ ಕುಂಜತ್ತಬೈಲ್ ಟ್ಯಾಂಕ್‌ಗೆ ನೀರು ಸರಬರಾಜಾಗುತ್ತಿದೆ. ಈ ಎರಡು ಟ್ಯಾಂಕ್‌ಗಳ ನಡುವಿನ ಪೈಪ್‌ಲೈನ್‌ನಲ್ಲಿ ಸೋರಿಕೆ ಇರುವುದೂ ಸಮಸ್ಯೆಗೆ ಕಾರಣ. ಈ ಪ್ರದೇಶದಲ್ಲಿ ಸುಮಾರು 800 ಮನೆಗಳಿಗೆ ನೀರಿನ ಕೊರತೆ ಎದುರಾಗಿದೆ. bbox=[944, 1914, 1303, 2021]
stove-headline: ಇಲೆಕ್ಟ್ರಿಕ್ ಸ್ಟವ್ ಬಳಕೆ ಮಾಡಿ ಗ್ರಾಹಕರಿಗೆ ಸೇವೆ bbox=[903, 805, 1352, 842]
kirusuddi-body: ಮಂಗಳೂರು: ಅಖಿಲ ಭಾರತ ನೇತ್ರತಜ್ಞರ ಪ್ರಸಾರ ಸಂಸ್ಥೆಯ ಸಂಪಾದ ಸ್ಥಿರಾಂಕಿ ಸಹಿತ ಕಾರ್ಯಕಲಾಪ ವ್ಯವಸ್ಥಿತ ಸಂಪಾದಕ, ಸಂಶೋಧನಾ ಪಟ್ಟಗಳ ನಿರ್ವಹಣೆ ವಿಭಾಗದ ಮುಖ್ಯಸ್ಥರು. ಅವರು ಅಖಿಲ ಭಾರತ ನೇತ್ರತಜ್ಞರ ಸಂಘಟನೆಯ ಮಹಾರಾಷ್ಟ್ರ ಆಂದೋಲನದ ಪ್ರಧಾನಕಾರ್ಯದರ್ಶಿ ಸಹ. ಡಾ. ಕೃಷ್ಣಪ್ರಸಾದ್ ಕುಂಡ್ಲಿ ಅವರು ಹಲವಾರು ವರ್ಷಗಳಿಂದ ನೇತ್ರತಜ್ಞರ ಸಂಶೋಧನೆ ಕ್ಷೇತ್ರದಲ್ಲಿ ಕಾರ್ಯ ನಿರ್ವಹಿಸಿದ್ದಾರೆ. bbox=[17, 215, 290, 339]
signatory-name: ಉದಯ ಎಸ್. ಕೋಟ್ಯಾನ್ bbox=[315, 2322, 411, 2336]
lead-story-column bbox=[299, 116, 883, 771]
kirusuddi-badge-label-2: ಸುದ್ದಿ bbox=[75, 121, 103, 141]
mango-bullet-icon bbox=[1174, 1611, 1198, 1636]
top-row bbox=[17, 116, 1495, 771]
aalwas-col-2 bbox=[534, 878, 708, 1256]
lead-col-1 bbox=[310, 201, 489, 456]
list-item: ಎಲ್ಲರಿಗೂ ಉಚಿತ ಪ್ರವೇಶ bbox=[213, 1188, 522, 1203]
stove-side-box-body: ಆಡುಗೆ ಅನಿಲ ಸಮಸ್ಯೆ ಹೀಗೆ ಮುಂದುವರಿದರೆ ಮತ್ತಷ್ಟು ಹೋಟೇಲ್‌ಗಳಿಗೆ ಬಂದ್ ಮಾಡುವ ಆತಂಕ ಎದುರಾಗಿದೆ. ದಿನಕ್ಕೆ ಕನಿಷ್ಠ 2–3 ಸಿಲಿಂಡರ್ ಅಗತ್ಯ ಇರುವ ಹೋಟೇಲ್‌ಗಳಿಗೆ ಈಗ ಒಂದೂ ಸಿಗುತ್ತಿಲ್ಲ. ಗ್ಯಾಸ್ ಏಜೆನ್ಸಿಗಳ ಮುಂದೆ ಸರತಿ ಸಾಲು ಸಾಮಾನ್ಯವಾಗಿದೆ. ಪೂರೈಕೆ ಸರಾಗವಾಗುವ ತನಕ ಪರ್ಯಾಯ ವ್ಯವಸ್ಥೆಯೇ ಶರಣು ಎಂದು ಮಾಲಕರು ಹೇಳಿದರು. bbox=[1307, 897, 1469, 1021]
water-byline: ಹರೀಶ ಕುಲ್ಲುಂದ bbox=[762, 1344, 819, 1356]
stove-main bbox=[903, 860, 1289, 1137]
aalwas-story bbox=[17, 788, 883, 1256]
water-quote-1-head: ಸಮಸ್ಯೆ ಪರಿಹಾರದಲ್ಲಿ ಕೊರತೆ ಹಲವು ಕಡೆಗಳಲ್ಲಿ ನೀರಿನ ಸಮಸ್ಯೆ. ಈಗ ನೀರು ಬರುತ್ತಿರುವ ಪ್ರಮಾಣ ಕಡಿಮೆ. ಟ್ಯಾಂಕ್ ಪೂರೈಕೆ ಕಡಿಮೆ. bbox=[1014, 1646, 1146, 1706]
ad-certification: FSSC 22000 ದೃಢೀಕೃತ ಸಂಸ್ಥೆ bbox=[236, 2399, 369, 2415]
aalwas-side-box bbox=[534, 995, 708, 1203]
instagram-icon[interactable]: ◉ bbox=[999, 657, 1016, 674]
follow-label: Follow Us On bbox=[903, 659, 972, 672]
signatory bbox=[92, 2322, 146, 2350]
water-overflow-body bbox=[762, 1912, 1486, 2040]
list-item: ಕ್ಷೇತ್ರದ ಕಲಾವಿದರ ಸಹಕಾರದಿಂದ ನಿಗದಿತ ಸಮಯಕ್ಕೆ ಮುಕ್ತಾಯ bbox=[213, 1228, 522, 1243]
kirusuddi-column bbox=[17, 116, 290, 771]
lead-body-2: ನಿರ್ಮಾಣ ಸಂಬಂಧ ಮುಖ್ಯ ಸಚಿವರ ಅಧಿಕಾರ ಮುಖ್ಯ ಕಾಮಗಾರಿ ಹೊಂದಿರುವ ಆಸ್ಪತ್ರೆ ಕಟ್ಟಡಕ್ಕೆ ರೂ.180 ಕೋಟಿ ಅನುದಾನ ಮಂಜೂರಾಗಿ ಸಿದ್ಧವಾಗಿದೆ. ಇದರಿಂದ ಸಾರ್ವಜನಿಕರಿಗೆ ಉತ್ತಮ ಸೇವೆ ಲಭಿಸಲಿದೆ. ಮುಖ್ಯ ಇಂಜಿನಿಯರ್, ಜಿಲ್ಲಾ ಸರ್ಜನ್ ಅಧಿಕಾರಿಗಳು ಸಹಿತ ಸಭೆಯಲ್ಲಿ ಚರ್ಚಿಸಿ ಅಂತಿಮ ನಕ್ಷೆಗೆ ಅನುಮೋದನೆ ನೀಡಲಾಗಿದೆ. ಮುಂದಿನ ಹಂತದಲ್ಲಿ ಟೆಂಡರ್ ಪ್ರಕ್ರಿಯೆ ನಡೆಸಿ ಕಾಮಗಾರಿ ಆರಂಭಿಸಲಾಗುವುದು. ಹೊಸ 40 ಹಾಸಿಗೆ ಸಾಮರ್ಥ್ಯದ ಮಕ್ಕಳ ವಿಭಾಗ ಹಾಗೂ ತಾಯಿ-ಮಗು ಆರೋಗ್ಯ ಕೇಂದ್ರವೂ ಇದೇ ಕಟ್ಟಡದಲ್ಲಿ ಇರುತ್ತದೆ. ಸ್ಥಳೀಯ ಸಂಸ್ಥೆಗಳ ಸಹಕಾರದೊಂದಿಗೆ ನಿರ್ಮಾಣ ಕಾರ್ಯ ಶೀಘ್ರ ಪೂರ್ಣಗೊಳ್ಳುವ ನಿರೀಕ್ಷೆ ಇದೆ. bbox=[681, 202, 869, 390]
page-number: ೦೨ bbox=[1314, 62, 1346, 93]
aalwas-side-box-foot: ಪ್ರಮುಖರಿಂದ ಪ್ರಥಮ ಕುಮಾರ ಕಲ್ಲೂರು, ರೀಲಾಕ್ಷ ಶೇಖರ, ಆಳ್ವಾಸ್ ಕಲಾತಂಡ ಉಪಾಧ್ಯಕ್ಷ ರವೀಂದ್ರ ಪ್ರಭು ಹಾಜರಿದ್ದರು. bbox=[534, 1210, 708, 1254]
publication-logo[interactable] bbox=[1166, 13, 1495, 100]
aalwas-body-2: ಕಾರ್ಯಕ್ರಮದಲ್ಲಿ ಯಕ್ಷಗಾನ, ಭರತನಾಟ್ಯ, ಜಾನಪದ ನೃತ್ಯ, ಗಾಯನ ಸೇರಿದಂತೆ ವಿವಿಧ ಪ್ರಕಾರಗಳ ಪ್ರಸ್ತುತಿ ಇರಲಿದೆ. ಸುಮಾರು 8,000ಕ್ಕೂ ಹೆಚ್ಚು ಪ್ರೇಕ್ಷಕರು ಭಾಗವಹಿಸುವ ನಿರೀಕ್ಷೆ ಇದೆ. ಸಾಂಸ್ಕೃತಿಕ ವೈಭವದ ಮೂಲಕ ನಾಡಿನ ಸಂಸ್ಕೃತಿಯನ್ನು ಹೊಸ ತಲೆಮಾರಿಗೆ ಪರಿಚಯಿಸುವ ಪ್ರಯತ್ನ ಎಂದು ಅವರು ಹೇಳಿದರು. ವೇದಿಕೆ ಸಿದ್ಧತೆ ಕಾರ್ಯ ಭರದಿಂದ ಸಾಗಿದೆ. bbox=[534, 880, 708, 988]
aalwas-headline: ಆಳ್ವಾಸ್ ಸಾಂಸ್ಕೃತಿಕ ವೈಭವ bbox=[242, 807, 658, 863]
ad-signatories bbox=[19, 2322, 740, 2350]
kirusuddi-body: ಮುಖ್ಯಸ್ಥ: ಗುರಿಗಾದ ಸ್ಮರಣಾ ಅಂಕಿ ಶೇಷ ಮುಖ್ಯ ಕೇಂದ್ರ ತಾಲೆಗೆ ಆಯ್ಕೆಯಾದ ಕಾರಣಕ್ಕೆ ಶಾಲೆಯ ಹಸ್ತಿನ ಮಾಲೆಯ ಆಯ್ಕೆ. ದೀಪಾವಳಿ ಪರಿಷೆ ಮೇಳದಿಂದ ಹಾಗೂ ಕಾರ್ಯಕ್ರಮದ ಕೇಂದ್ರ ಸ್ಥಳದಲ್ಲಿ ಸಂಚಿಕೆಯ ವಿದ್ಯಾರ್ಥಿಗಳ ಪರಿಷೆ ಗುಣಮಟ್ಟದ ಮೇಲ್ನೋಟದ ಅಧ್ಯಯನ ಮಹತ್ವದ ಪಾತ್ರವನ್ನು ನಿರ್ವಹಿಸಿದೆ. ಗೌರವಿಕಾ ಧನ್ಯತೆ ಸ್ವಾಗತಿಸಿದ್ದಾರೆ. bbox=[17, 386, 211, 478]
page-title: ಪ್ರಾದೇಶಿಕ bbox=[608, 20, 744, 69]
lead-sub-box-credit: ಆಶೋಕ್ ಕೈ, ಶಾಸಕರು ಪುತ್ತೂರು bbox=[508, 420, 621, 432]
stove-kicker: ಕಾರ್ಕಳ ಹೋಟೇಲ್ ಮಾಲಕರ ನಿರ್ಧಾರ bbox=[903, 788, 1066, 804]
worker-figure bbox=[1139, 1468, 1177, 1553]
batter-pack-image bbox=[290, 2111, 469, 2347]
ad-greeting-line-2: ಯುಗಾದಿ ಹಾಗೂ ರಂಜಾನ್ ಹಬ್ಬದ bbox=[255, 1951, 504, 1978]
product-name-en-2: IDLY bbox=[86, 2159, 140, 2189]
water-check-badge bbox=[1006, 1512, 1089, 1593]
water-body-1: ಮಂಗಳೂರು: ನೀರು ಪೂರೈಕೆ ಸಮಸ್ಯೆಯು ಆಗಷ್ಟೆ. ಅದರ ಪೂರೈಕೆ ವ್ಯವಸ್ಥೆಯಲ್ಲಿ ಕೊರತೆ ಇದೆ. ಎತ್ತರದ ಪ್ರದೇಶಗಳಿಗೆ ನೀರು ಬರುತ್ತಿಲ್ಲ. ಈ ಬಗ್ಗೆ ಸ್ಥಳೀಯರು ದೂರು ಸಲ್ಲಿಸಿದ್ದಾರೆ. ಮುಖ್ಯ ಟ್ಯಾಂಕ್‌ನಿಂದ ಕುಂಜತ್ತಬೈಲ್ ಟ್ಯಾಂಕ್‌ಗೆ ನೀರು ಸರಬರಾಜಾಗುತ್ತಿದೆ. ಈ ಎರಡು ಟ್ಯಾಂಕ್‌ಗಳ ನಡುವಿನ ಪೈಪ್‌ಲೈನ್‌ನಲ್ಲಿ ಸೋರಿಕೆ ಇರುವುದೂ ಸಮಸ್ಯೆಗೆ ಕಾರಣ. ಈ ಪ್ರದೇಶದಲ್ಲಿ ಸುಮಾರು 800 ಮನೆಗಳಿಗೆ ನೀರಿನ ಕೊರತೆ ಎದುರಾಗಿದೆ. bbox=[762, 1364, 997, 1472]
photo-banner-label: ಮಂಗಳೂರು ಪ್ರೆಸ್ bbox=[324, 892, 410, 912]
water-right bbox=[1326, 1345, 1486, 1902]
signatory-name: ರವಿರಾಜ್ ಹೆಗ್ಡೆ bbox=[92, 2322, 147, 2336]
